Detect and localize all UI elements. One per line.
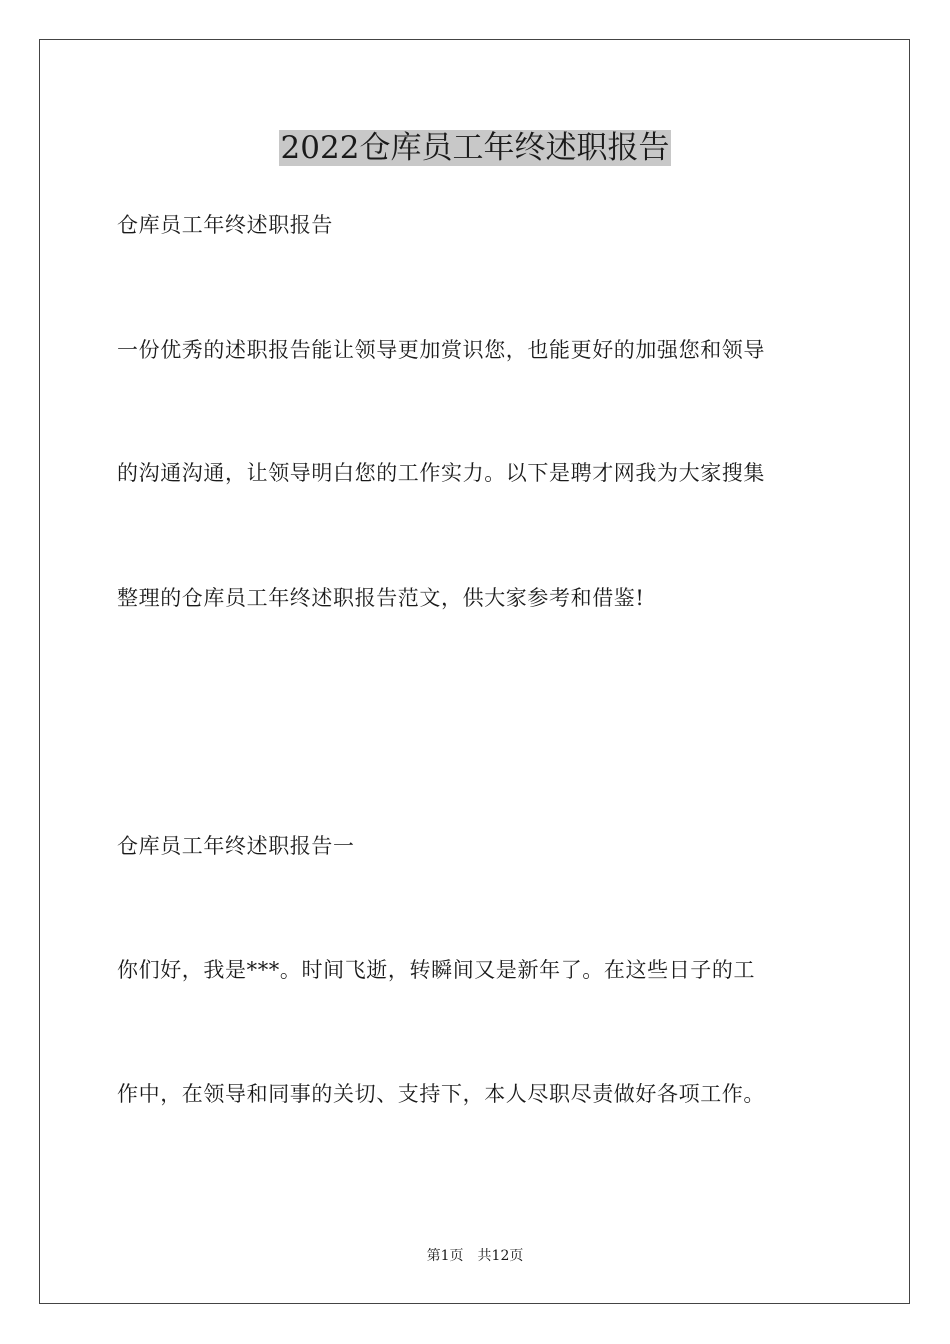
body-line: 你们好，我是***。时间飞逝，转瞬间又是新年了。在这些日子的工 — [117, 958, 756, 982]
subtitle-line: 仓库员工年终述职报告 — [117, 213, 333, 237]
section-heading: 仓库员工年终述职报告一 — [117, 834, 355, 858]
page-current: 第1页 — [426, 1248, 464, 1264]
body-line: 一份优秀的述职报告能让领导更加赏识您，也能更好的加强您和领导 — [117, 338, 765, 362]
body-line: 的沟通沟通，让领导明白您的工作实力。以下是聘才网我为大家搜集 — [117, 461, 765, 485]
body-line: 作中，在领导和同事的关切、支持下，本人尽职尽责做好各项工作。 — [117, 1082, 765, 1106]
body-line: 整理的仓库员工年终述职报告范文，供大家参考和借鉴! — [117, 586, 645, 610]
document-title-text: 2022仓库员工年终述职报告 — [280, 130, 670, 166]
page-footer — [0, 1247, 950, 1265]
page-total: 共12页 — [477, 1248, 524, 1264]
document-title — [0, 128, 950, 168]
